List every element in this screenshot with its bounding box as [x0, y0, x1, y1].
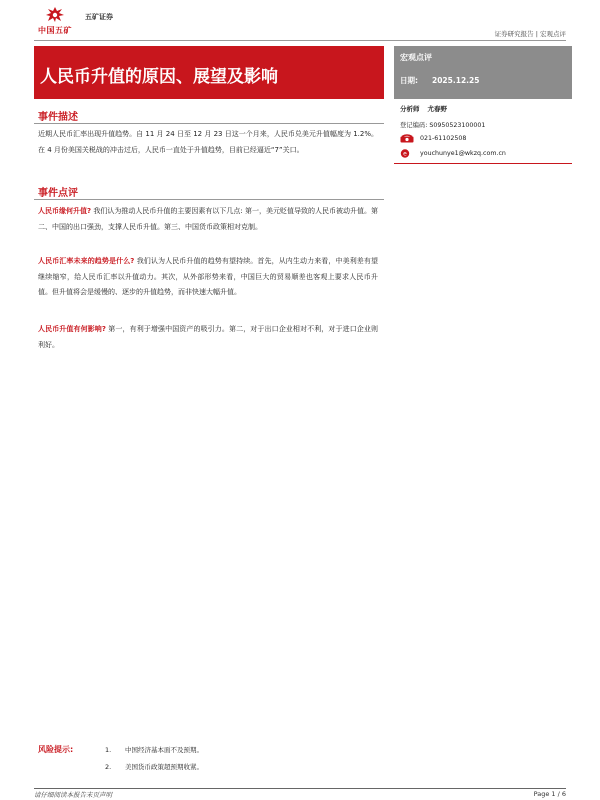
risk-item [105, 745, 203, 754]
review-paragraph-2 [38, 254, 378, 301]
risk-item-number: 1. [105, 746, 112, 754]
header-divider [34, 40, 566, 41]
company-logo [38, 6, 148, 36]
email-icon [400, 149, 414, 158]
analyst-label: 分析师 [400, 105, 420, 113]
report-info-box [394, 46, 572, 99]
risk-item [105, 762, 203, 771]
phone-row [400, 134, 466, 143]
email-address[interactable]: youchunye1@wkzq.com.cn [420, 150, 506, 157]
footer-disclaimer: 请仔细阅读本报告末页声明 [34, 791, 112, 799]
review-section-divider [34, 199, 384, 200]
event-section-title: 事件描述 [38, 112, 78, 123]
registration-code: S0950523100001 [429, 122, 486, 129]
page-title: 人民币升值的原因、展望及影响 [40, 67, 278, 87]
event-description-text: 近期人民币汇率出现升值趋势。自 11 月 24 日至 12 月 23 日这一个月来，人民币兑美元升值幅度为 1.2%。在 4 月份美国关税战的冲击过后，人民币一直处于升值趋势，目前已经逼近“7”关口。 [38, 130, 378, 154]
registration-line [400, 120, 485, 129]
answer-1: 我们认为推动人民币升值的主要因素有以下几点: 第一，美元贬值导致的人民币被动升值。第二、中国的出口强劲，支撑人民币升值。第三、中国货币政策相对克制。 [38, 207, 378, 231]
analyst-line [400, 104, 447, 113]
date-label: 日期: [400, 76, 418, 85]
minmetals-logo-icon [45, 6, 65, 23]
question-2: 人民币汇率未来的趋势是什么? [38, 257, 135, 265]
report-category: 证券研究报告 | 宏观点评 [494, 30, 566, 38]
review-section-title: 事件点评 [38, 188, 78, 199]
answer-2: 我们认为人民币升值的趋势有望持续。首先，从内生动力来看，中美利差有望继续缩窄，给人民币汇率以升值动力。其次，从外部形势来看，中国巨大的贸易顺差也客观上要求人民币升值。但升值将会是缓慢的、逐步的升值趋势，而非快速大幅升值。 [38, 257, 379, 296]
event-section-divider [34, 123, 384, 124]
review-paragraph-1 [38, 204, 378, 235]
svg-text:e: e [403, 150, 407, 158]
risk-item-number: 2. [105, 763, 112, 771]
report-type: 宏观点评 [400, 53, 432, 62]
risk-item-text: 美国货币政策超预期收紧。 [125, 763, 203, 771]
registration-label: 登记编码: [400, 122, 428, 129]
email-row [400, 149, 506, 158]
question-1: 人民币缘何升值? [38, 207, 92, 215]
risk-warning-label: 风险提示: [38, 745, 74, 754]
answer-3: 第一，有利于增强中国资产的吸引力。第二，对于出口企业相对不利，对于进口企业则利好。 [38, 325, 378, 349]
info-divider [394, 163, 572, 164]
phone-number: 021-61102508 [420, 135, 467, 142]
brand-sub: 五矿证券 [85, 13, 113, 21]
phone-icon [400, 134, 414, 143]
review-paragraph-3 [38, 322, 378, 353]
question-3: 人民币升值有何影响? [38, 325, 106, 333]
report-date [400, 75, 479, 86]
date-value: 2025.12.25 [432, 76, 480, 85]
title-banner [34, 46, 384, 99]
analyst-name: 尤春野 [427, 105, 447, 113]
brand-name: 中国五矿 [38, 26, 72, 35]
risk-item-text: 中国经济基本面不及预期。 [125, 746, 203, 754]
footer-divider [34, 788, 566, 789]
page-number: Page 1 / 6 [533, 790, 566, 798]
